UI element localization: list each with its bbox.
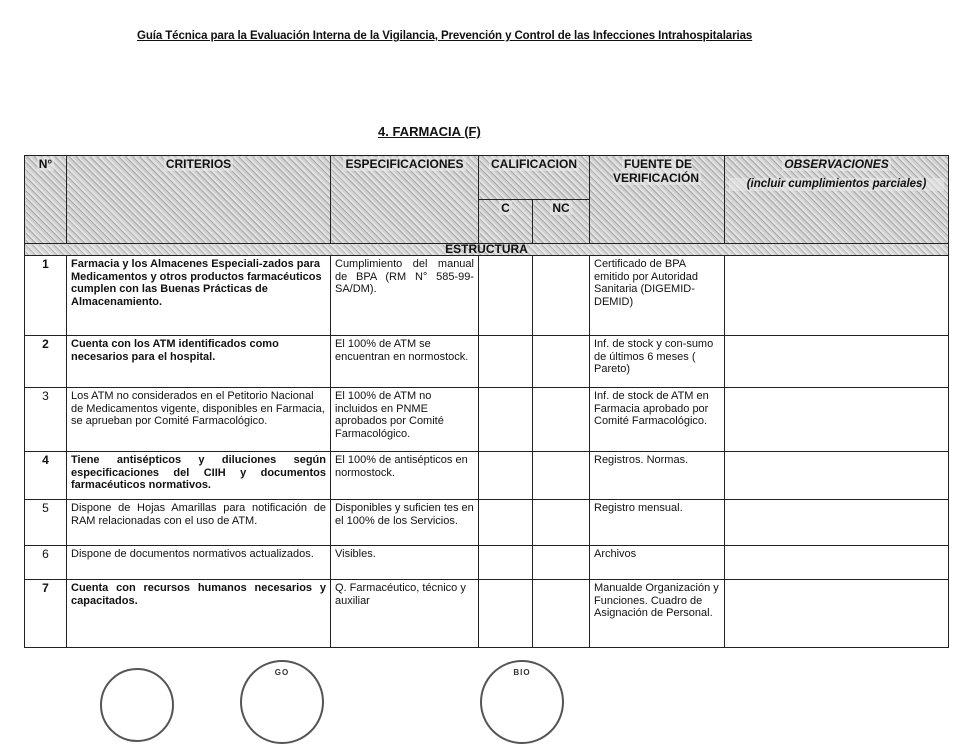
section-row-estructura [25, 244, 949, 256]
row-c-cell[interactable] [479, 388, 533, 452]
header-especificaciones: ESPECIFICACIONES [331, 156, 479, 244]
row-nc-cell[interactable] [533, 580, 590, 648]
row-nc-cell[interactable] [533, 546, 590, 580]
row-fuente: Registro mensual. [590, 500, 725, 546]
row-especificacion: El 100% de antisépticos en normostock. [331, 452, 479, 500]
table-row [25, 452, 949, 500]
row-criterio: Dispone de documentos normativos actualizados. [67, 546, 331, 580]
row-especificacion: El 100% de ATM no incluidos en PNME aprobados por Comité Farmacológico. [331, 388, 479, 452]
row-criterio: Tiene antisépticos y diluciones según especificaciones del CIIH y documentos farmacéuticos normativos. [67, 452, 331, 500]
row-especificacion: Cumplimiento del manual de BPA (RM N° 585-99-SA/DM). [331, 256, 479, 336]
row-observaciones-cell[interactable] [725, 256, 949, 336]
row-nc-cell[interactable] [533, 336, 590, 388]
observaciones-title: OBSERVACIONES [784, 157, 889, 171]
row-observaciones-cell[interactable] [725, 336, 949, 388]
section-title: 4. FARMACIA (F) [378, 124, 481, 139]
row-nc-cell[interactable] [533, 500, 590, 546]
table-row [25, 580, 949, 648]
row-nc-cell[interactable] [533, 256, 590, 336]
row-num: 6 [25, 546, 67, 580]
row-observaciones-cell[interactable] [725, 388, 949, 452]
row-num: 1 [25, 256, 67, 336]
table-row [25, 336, 949, 388]
table-row [25, 546, 949, 580]
row-num: 4 [25, 452, 67, 500]
row-especificacion: Disponibles y suficien tes en el 100% de los Servicios. [331, 500, 479, 546]
row-especificacion: Q. Farmacéutico, técnico y auxiliar [331, 580, 479, 648]
row-nc-cell[interactable] [533, 388, 590, 452]
stamp-area [70, 660, 570, 720]
official-stamp [100, 668, 174, 742]
table-row [25, 388, 949, 452]
header-observaciones [725, 156, 949, 244]
row-num: 5 [25, 500, 67, 546]
row-fuente: Registros. Normas. [590, 452, 725, 500]
row-fuente: Inf. de stock de ATM en Farmacia aprobado por Comité Farmacológico. [590, 388, 725, 452]
row-criterio: Farmacia y los Almacenes Especiali-zados para Medicamentos y otros productos farmacéuticos cumplen con las Buenas Prácticas de Almacenamiento. [67, 256, 331, 336]
row-observaciones-cell[interactable] [725, 546, 949, 580]
table-row [25, 500, 949, 546]
header-calificacion: CALIFICACION [479, 156, 590, 200]
official-stamp-go: GO [240, 660, 324, 744]
row-fuente: Inf. de stock y con-sumo de últimos 6 meses ( Pareto) [590, 336, 725, 388]
evaluation-table [24, 155, 949, 648]
row-c-cell[interactable] [479, 580, 533, 648]
row-fuente: Archivos [590, 546, 725, 580]
row-num: 3 [25, 388, 67, 452]
row-criterio: Cuenta con recursos humanos necesarios y capacitados. [67, 580, 331, 648]
header-fuente: FUENTE DE VERIFICACIÓN [590, 156, 725, 244]
row-c-cell[interactable] [479, 336, 533, 388]
header-nc: NC [533, 200, 590, 244]
row-criterio: Dispone de Hojas Amarillas para notificación de RAM relacionadas con el uso de ATM. [67, 500, 331, 546]
row-observaciones-cell[interactable] [725, 500, 949, 546]
row-criterio: Cuenta con los ATM identificados como necesarios para el hospital. [67, 336, 331, 388]
header-criterios: CRITERIOS [67, 156, 331, 244]
row-nc-cell[interactable] [533, 452, 590, 500]
observaciones-subtitle: (incluir cumplimientos parciales) [729, 178, 944, 191]
document-header: Guía Técnica para la Evaluación Interna de la Vigilancia, Prevención y Control de las Infecciones Intrahospitalarias [137, 30, 753, 42]
row-especificacion: El 100% de ATM se encuentran en normostock. [331, 336, 479, 388]
official-stamp-bio: BIO [480, 660, 564, 744]
row-c-cell[interactable] [479, 452, 533, 500]
row-especificacion: Visibles. [331, 546, 479, 580]
row-fuente: Manualde Organización y Funciones. Cuadro de Asignación de Personal. [590, 580, 725, 648]
row-num: 7 [25, 580, 67, 648]
row-fuente: Certificado de BPA emitido por Autoridad Sanitaria (DIGEMID-DEMID) [590, 256, 725, 336]
row-observaciones-cell[interactable] [725, 580, 949, 648]
header-num: N° [25, 156, 67, 244]
row-c-cell[interactable] [479, 500, 533, 546]
row-c-cell[interactable] [479, 546, 533, 580]
section-label: ESTRUCTURA [25, 244, 949, 256]
row-criterio: Los ATM no considerados en el Petitorio Nacional de Medicamentos vigente, disponibles en Farmacia, se aprueban por Comité Farmacológico. [67, 388, 331, 452]
row-c-cell[interactable] [479, 256, 533, 336]
row-observaciones-cell[interactable] [725, 452, 949, 500]
header-c: C [479, 200, 533, 244]
row-num: 2 [25, 336, 67, 388]
table-row [25, 256, 949, 336]
